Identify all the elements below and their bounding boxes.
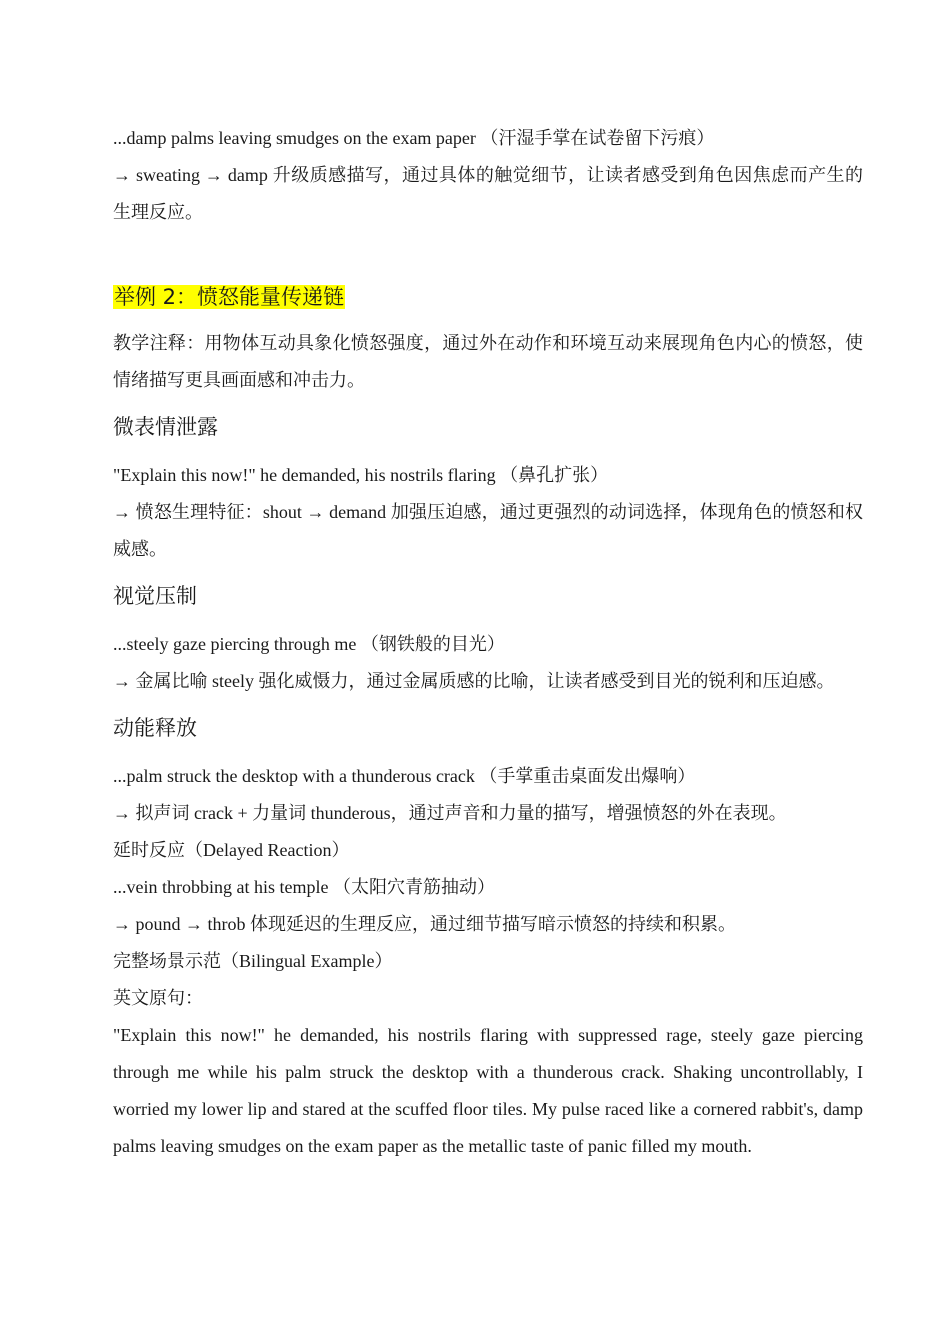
delayed-reaction-label: 延时反应（Delayed Reaction） [113,840,350,860]
visual-analysis: → 金属比喻 steely 强化威慑力，通过金属质感的比喻，让读者感受到目光的锐利和压迫感。 [113,671,835,691]
intro-analysis: → sweating → damp 升级质感描写，通过具体的触觉细节，让读者感受到角色因焦虑而产生的生理反应。 [113,165,863,222]
example-2-heading [113,283,863,311]
example-2-title: 举例 2：愤怒能量传递链 [114,285,345,309]
kinetic-quote: ...palm struck the desktop with a thunderous crack （手掌重击桌面发出爆响） [113,766,696,786]
heading-kinetic-release: 动能释放 [113,716,197,740]
micro-analysis: → 愤怒生理特征：shout → demand 加强压迫感，通过更强烈的动词选择，体现角色的愤怒和权威感。 [113,502,863,559]
original-sentence-label: 英文原句： [113,988,203,1008]
kinetic-analysis: → 拟声词 crack + 力量词 thunderous，通过声音和力量的描写，增强愤怒的外在表现。 [113,803,787,823]
micro-quote: "Explain this now!" he demanded, his nostrils flaring （鼻孔扩张） [113,465,609,485]
document-page [113,120,863,1165]
intro-quote: ...damp palms leaving smudges on the exam paper （汗湿手掌在试卷留下污痕） [113,128,715,148]
teaching-note: 教学注释：用物体互动具象化愤怒强度，通过外在动作和环境互动来展现角色内心的愤怒，使情绪描写更具画面感和冲击力。 [113,333,863,390]
bilingual-example-label: 完整场景示范（Bilingual Example） [113,951,393,971]
english-paragraph: "Explain this now!" he demanded, his nostrils flaring with suppressed rage, steely gaze piercing through me while his palm struck the desktop with a thunderous crack. Shaking uncontrollably, I worried my lower lip and stared at the scuffed floor tiles. My pulse raced like a cornered rabbit's, damp palms leaving smudges on the exam paper as the metallic taste of panic filled my mouth. [113,1025,863,1156]
delayed-reaction-analysis: → pound → throb 体现延迟的生理反应，通过细节描写暗示愤怒的持续和积累。 [113,914,736,934]
delayed-reaction-quote: ...vein throbbing at his temple （太阳穴青筋抽动） [113,877,495,897]
heading-micro-expression: 微表情泄露 [113,415,218,439]
heading-visual-pressure: 视觉压制 [113,584,197,608]
visual-quote: ...steely gaze piercing through me （钢铁般的目光） [113,634,505,654]
